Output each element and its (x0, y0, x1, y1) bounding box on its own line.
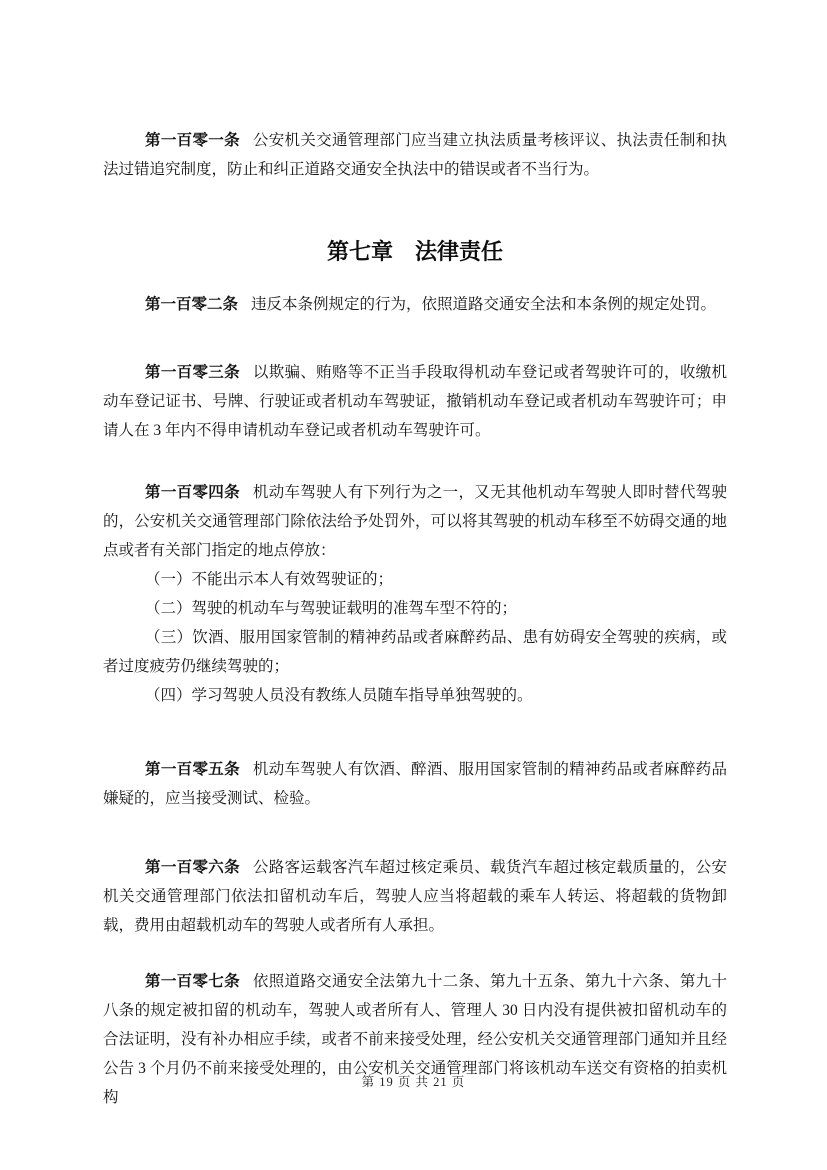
article-104 (103, 478, 727, 565)
article-107-text: 依照道路交通安全法第九十二条、第九十五条、第九十六条、第九十八条的规定被扣留的机动车，驾驶人或者所有人、管理人 30 日内没有提供被扣留机动车的合法证明，没有补办相应手续，或者不前来接受处理，经公安机关交通管理部门通知并且经公告 3 个月仍不前来接受处理的，由公安机关交通管理部门将该机动车送交有资格的拍卖机构 (103, 973, 727, 1106)
article-107 (103, 967, 727, 1112)
article-105 (103, 755, 727, 813)
article-106-text: 公路客运载客汽车超过核定乘员、载货汽车超过核定载质量的，公安机关交通管理部门依法扣留机动车后，驾驶人应当将超载的乘车人转运、将超载的货物卸载，费用由超载机动车的驾驶人或者所有人承担。 (103, 859, 727, 934)
article-105-text: 机动车驾驶人有饮酒、醉酒、服用国家管制的精神药品或者麻醉药品嫌疑的，应当接受测试、检验。 (103, 761, 727, 807)
article-105-number: 第一百零五条 (145, 761, 240, 778)
article-107-number: 第一百零七条 (145, 973, 240, 990)
article-104-item-3: （三）饮酒、服用国家管制的精神药品或者麻醉药品、患有妨碍安全驾驶的疾病，或者过度疲劳仍继续驾驶的； (103, 629, 727, 675)
article-104-item-2: （二）驾驶的机动车与驾驶证载明的准驾车型不符的； (145, 600, 518, 617)
article-104-item-1: （一）不能出示本人有效驾驶证的； (145, 571, 394, 588)
article-101-text: 公安机关交通管理部门应当建立执法质量考核评议、执法责任制和执法过错追究制度，防止和纠正道路交通安全执法中的错误或者不当行为。 (103, 132, 727, 178)
article-104-item-4: （四）学习驾驶人员没有教练人员随车指导单独驾驶的。 (145, 687, 533, 704)
article-106 (103, 853, 727, 940)
article-102-number: 第一百零二条 (145, 296, 239, 313)
document-content (103, 0, 727, 1112)
page-number-footer: 第 19 页 共 21 页 (361, 1075, 466, 1089)
article-103 (103, 358, 727, 445)
article-102-text: 违反本条例规定的行为，依照道路交通安全法和本条例的规定处罚。 (251, 296, 717, 313)
article-103-number: 第一百零三条 (145, 364, 240, 381)
article-106-number: 第一百零六条 (145, 859, 240, 876)
article-101 (103, 126, 727, 184)
article-102 (103, 290, 727, 319)
article-101-number: 第一百零一条 (145, 132, 240, 149)
article-104-text: 机动车驾驶人有下列行为之一，又无其他机动车驾驶人即时替代驾驶的，公安机关交通管理部门除依法给予处罚外，可以将其驾驶的机动车移至不妨碍交通的地点或者有关部门指定的地点停放： (103, 484, 727, 559)
article-104-number: 第一百零四条 (145, 484, 240, 501)
article-103-text: 以欺骗、贿赂等不正当手段取得机动车登记或者驾驶许可的，收缴机动车登记证书、号牌、行驶证或者机动车驾驶证，撤销机动车登记或者机动车驾驶许可；申请人在 3 年内不得申请机动车登记或者机动车驾驶许可。 (103, 364, 727, 439)
chapter-heading: 第七章 法律责任 (326, 239, 503, 264)
